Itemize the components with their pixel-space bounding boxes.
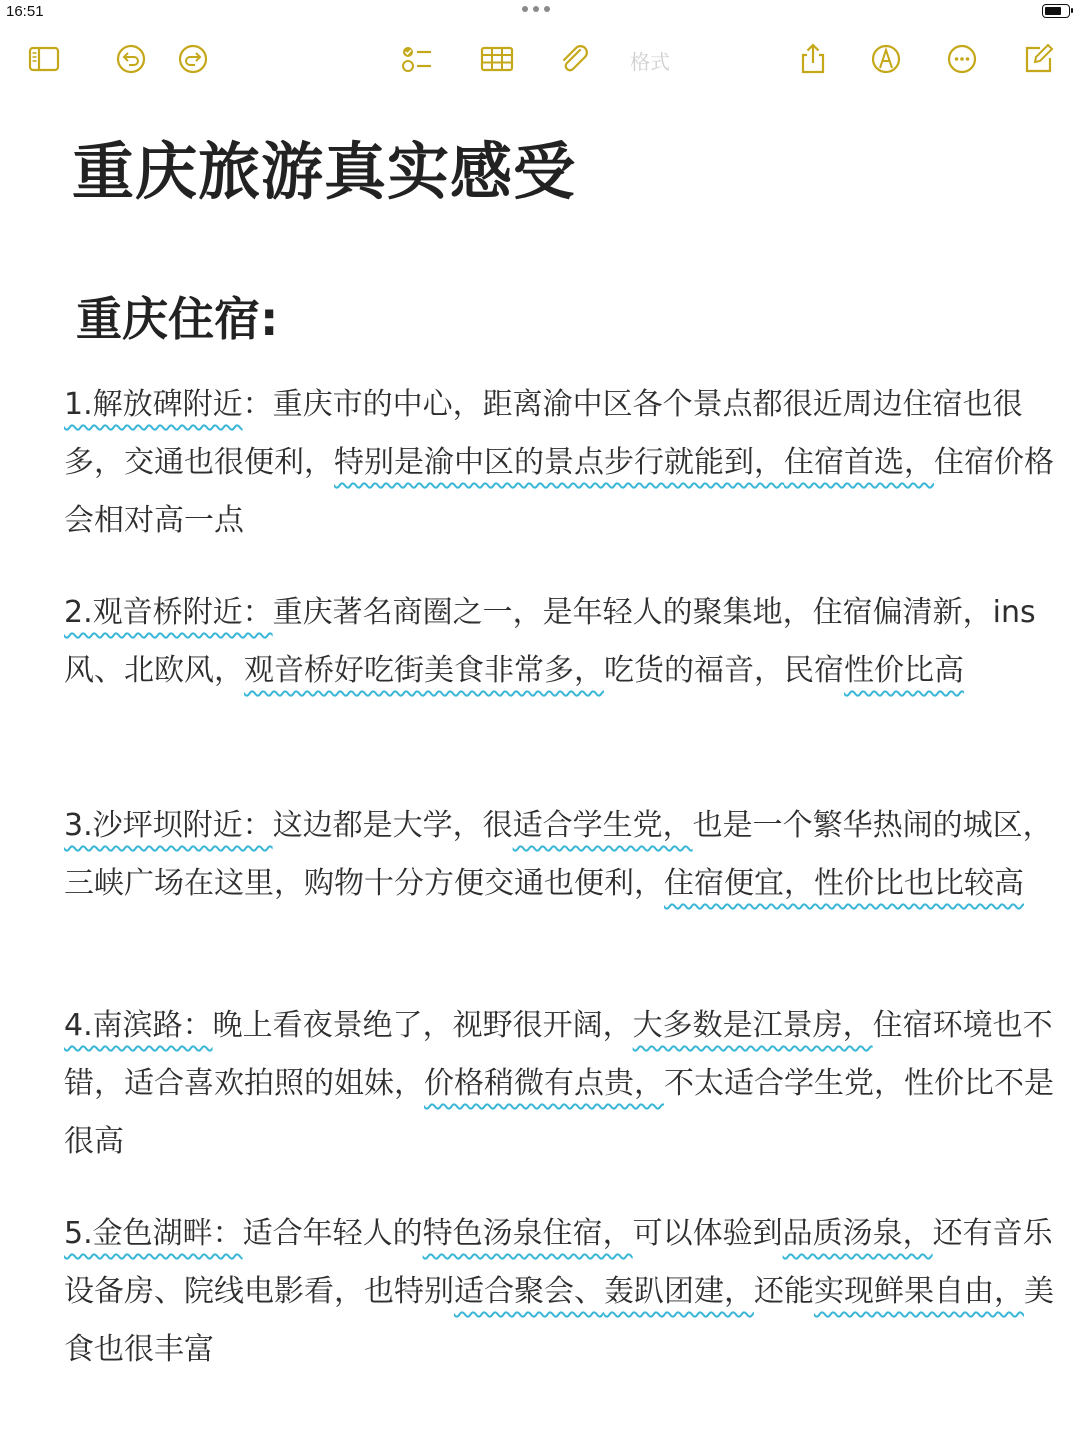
highlighted-text: 3.沙坪坝附近： bbox=[64, 808, 273, 843]
share-button[interactable] bbox=[793, 38, 833, 80]
compose-icon bbox=[1020, 41, 1056, 77]
markup-button[interactable] bbox=[866, 38, 906, 80]
attachment-icon bbox=[556, 41, 592, 77]
body-text: 可以体验到 bbox=[632, 1216, 783, 1251]
table-icon bbox=[479, 41, 515, 77]
body-text: 晚上看夜景绝了，视野很开阔， bbox=[212, 1008, 633, 1043]
paragraph-guanyinqiao[interactable] bbox=[64, 584, 1054, 700]
highlighted-text: 实现鲜果自由， bbox=[814, 1274, 1024, 1309]
highlighted-text: 适合聚会、 bbox=[454, 1274, 604, 1309]
body-text: 这边都是大学，很 bbox=[272, 808, 513, 843]
more-button[interactable] bbox=[942, 38, 982, 80]
body-text: 住宿价格会相对高一点 bbox=[64, 445, 1054, 538]
body-text: 适合年轻人的 bbox=[242, 1216, 423, 1251]
body-text: 还有音乐设备房、院线电影看，也特别 bbox=[64, 1216, 1053, 1309]
format-button[interactable]: 格式 bbox=[630, 50, 670, 74]
highlighted-text: 住宿首选， bbox=[784, 445, 934, 480]
attachment-button[interactable] bbox=[554, 38, 594, 80]
body-text: 美食也很丰富 bbox=[64, 1274, 1054, 1367]
body-text: 还能 bbox=[754, 1274, 814, 1309]
paragraph-jinsehupan[interactable] bbox=[64, 1205, 1054, 1379]
note-title[interactable]: 重庆旅游真实感受 bbox=[72, 135, 577, 208]
body-text: 重庆著名商圈之一，是年轻人的聚集地，住宿偏清新，ins风、北欧风， bbox=[64, 595, 1036, 688]
checklist-icon bbox=[399, 41, 435, 77]
body-text: 不太适合学生党，性价比不是很高 bbox=[64, 1066, 1054, 1159]
highlighted-text: 适合学生党， bbox=[512, 808, 693, 843]
undo-button[interactable] bbox=[111, 38, 151, 80]
highlighted-text: 特色汤泉住宿， bbox=[422, 1216, 633, 1251]
highlighted-text: 2.观音桥附近： bbox=[64, 595, 273, 630]
highlighted-text: 性价比高 bbox=[844, 653, 964, 688]
paragraph-shapingba[interactable] bbox=[64, 797, 1054, 913]
multitasking-dots-icon[interactable] bbox=[522, 6, 550, 12]
highlighted-text: 价格稍微有点贵， bbox=[424, 1066, 664, 1101]
sidebar-icon bbox=[26, 41, 62, 77]
redo-button[interactable] bbox=[173, 38, 213, 80]
highlighted-text: 大多数是江景房， bbox=[632, 1008, 873, 1043]
highlighted-text: 住宿便宜，性价比也比较高 bbox=[664, 866, 1024, 901]
section-heading[interactable]: 重庆住宿: bbox=[76, 292, 279, 346]
undo-icon bbox=[113, 41, 149, 77]
share-icon bbox=[795, 41, 831, 77]
more-icon bbox=[944, 41, 980, 77]
highlighted-text: 5.金色湖畔： bbox=[64, 1216, 243, 1251]
compose-button[interactable] bbox=[1018, 38, 1058, 80]
battery-icon bbox=[1042, 4, 1070, 18]
highlighted-text: 特别是渝中区的景点步行就能到， bbox=[334, 445, 784, 480]
redo-icon bbox=[175, 41, 211, 77]
highlighted-text: 1.解放碑附近 bbox=[64, 387, 243, 422]
body-text: ：重庆市的中心，距离渝中区各个景点都很近周边住宿也很多，交通也很便利， bbox=[64, 387, 1023, 480]
checklist-button[interactable] bbox=[397, 38, 437, 80]
notes-toolbar bbox=[0, 38, 1080, 82]
table-button[interactable] bbox=[477, 38, 517, 80]
highlighted-text: 轰趴团建， bbox=[604, 1274, 754, 1309]
sidebar-toggle-button[interactable] bbox=[24, 38, 64, 80]
markup-pen-icon bbox=[868, 41, 904, 77]
body-text: 也是一个繁华热闹的城区，三峡广场在这里，购物十分方便交通也便利， bbox=[64, 808, 1053, 901]
highlighted-text: 观音桥好吃街美食非常多， bbox=[244, 653, 604, 688]
body-text: 住宿环境也不错，适合喜欢拍照的姐妹， bbox=[64, 1008, 1053, 1101]
status-time: 16:51 bbox=[6, 3, 44, 20]
paragraph-jiefangbei[interactable] bbox=[64, 376, 1054, 550]
highlighted-text: 品质汤泉， bbox=[782, 1216, 933, 1251]
status-bar bbox=[0, 0, 1080, 26]
highlighted-text: 4.南滨路： bbox=[64, 1008, 213, 1043]
body-text: 吃货的福音，民宿 bbox=[604, 653, 844, 688]
paragraph-nanbinlu[interactable] bbox=[64, 997, 1054, 1171]
